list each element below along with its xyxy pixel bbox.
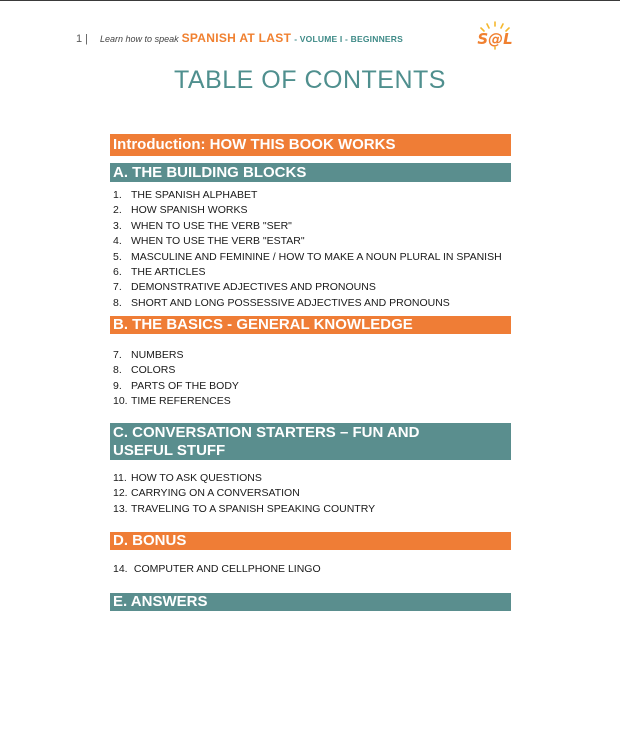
section-label: D. BONUS: [113, 532, 187, 549]
header-tagline: Learn how to speak: [100, 34, 179, 44]
list-item: 11. HOW TO ASK QUESTIONS: [113, 472, 262, 484]
list-item: 8. COLORS: [113, 364, 176, 377]
list-item: 2. HOW SPANISH WORKS: [113, 204, 248, 217]
section-a-list: [113, 188, 502, 311]
section-label-line1: C. CONVERSATION STARTERS – FUN AND: [113, 424, 420, 441]
list-item: 8. SHORT AND LONG POSSESSIVE ADJECTIVES AND PRONOUNS: [113, 296, 450, 309]
section-label: A. THE BUILDING BLOCKS: [113, 164, 307, 181]
page-number: 1 |: [76, 33, 89, 45]
section-label: E. ANSWERS: [113, 593, 208, 610]
section-introduction: [110, 134, 511, 156]
section-b-list: [113, 348, 239, 410]
sol-logo-icon: [470, 20, 520, 50]
logo-text: S@L: [477, 30, 513, 48]
list-item: 7. DEMONSTRATIVE ADJECTIVES AND PRONOUNS: [113, 281, 376, 294]
section-label: Introduction: HOW THIS BOOK WORKS: [113, 136, 396, 153]
section-c: [110, 423, 511, 460]
list-item: 10. TIME REFERENCES: [113, 395, 231, 408]
list-item: 12. CARRYING ON A CONVERSATION: [113, 487, 300, 500]
section-d: [110, 532, 511, 550]
section-label: B. THE BASICS - GENERAL KNOWLEDGE: [113, 316, 413, 333]
top-rule: [0, 0, 620, 1]
section-c-list: [113, 471, 375, 517]
list-item: 4. WHEN TO USE THE VERB "ESTAR": [113, 235, 305, 248]
list-item: 5. MASCULINE AND FEMININE / HOW TO MAKE A NOUN PLURAL IN SPANISH: [113, 250, 502, 263]
list-item: 14. COMPUTER AND CELLPHONE LINGO: [113, 563, 321, 575]
section-label-line2: USEFUL STUFF: [113, 442, 226, 459]
section-d-list: [113, 562, 321, 577]
section-e: [110, 593, 511, 611]
list-item: 7. NUMBERS: [113, 349, 184, 361]
section-a: [110, 163, 511, 182]
list-item: 3. WHEN TO USE THE VERB "SER": [113, 219, 292, 232]
list-item: 1. THE SPANISH ALPHABET: [113, 189, 258, 201]
running-header: [76, 31, 403, 45]
list-item: 13. TRAVELING TO A SPANISH SPEAKING COUNTRY: [113, 502, 376, 515]
page-title: TABLE OF CONTENTS: [174, 66, 446, 94]
list-item: 6. THE ARTICLES: [113, 265, 206, 278]
header-volume: - VOLUME I - BEGINNERS: [294, 34, 403, 44]
list-item: 9. PARTS OF THE BODY: [113, 379, 239, 392]
header-brand: SPANISH AT LAST: [181, 31, 292, 45]
section-b: [110, 316, 511, 334]
